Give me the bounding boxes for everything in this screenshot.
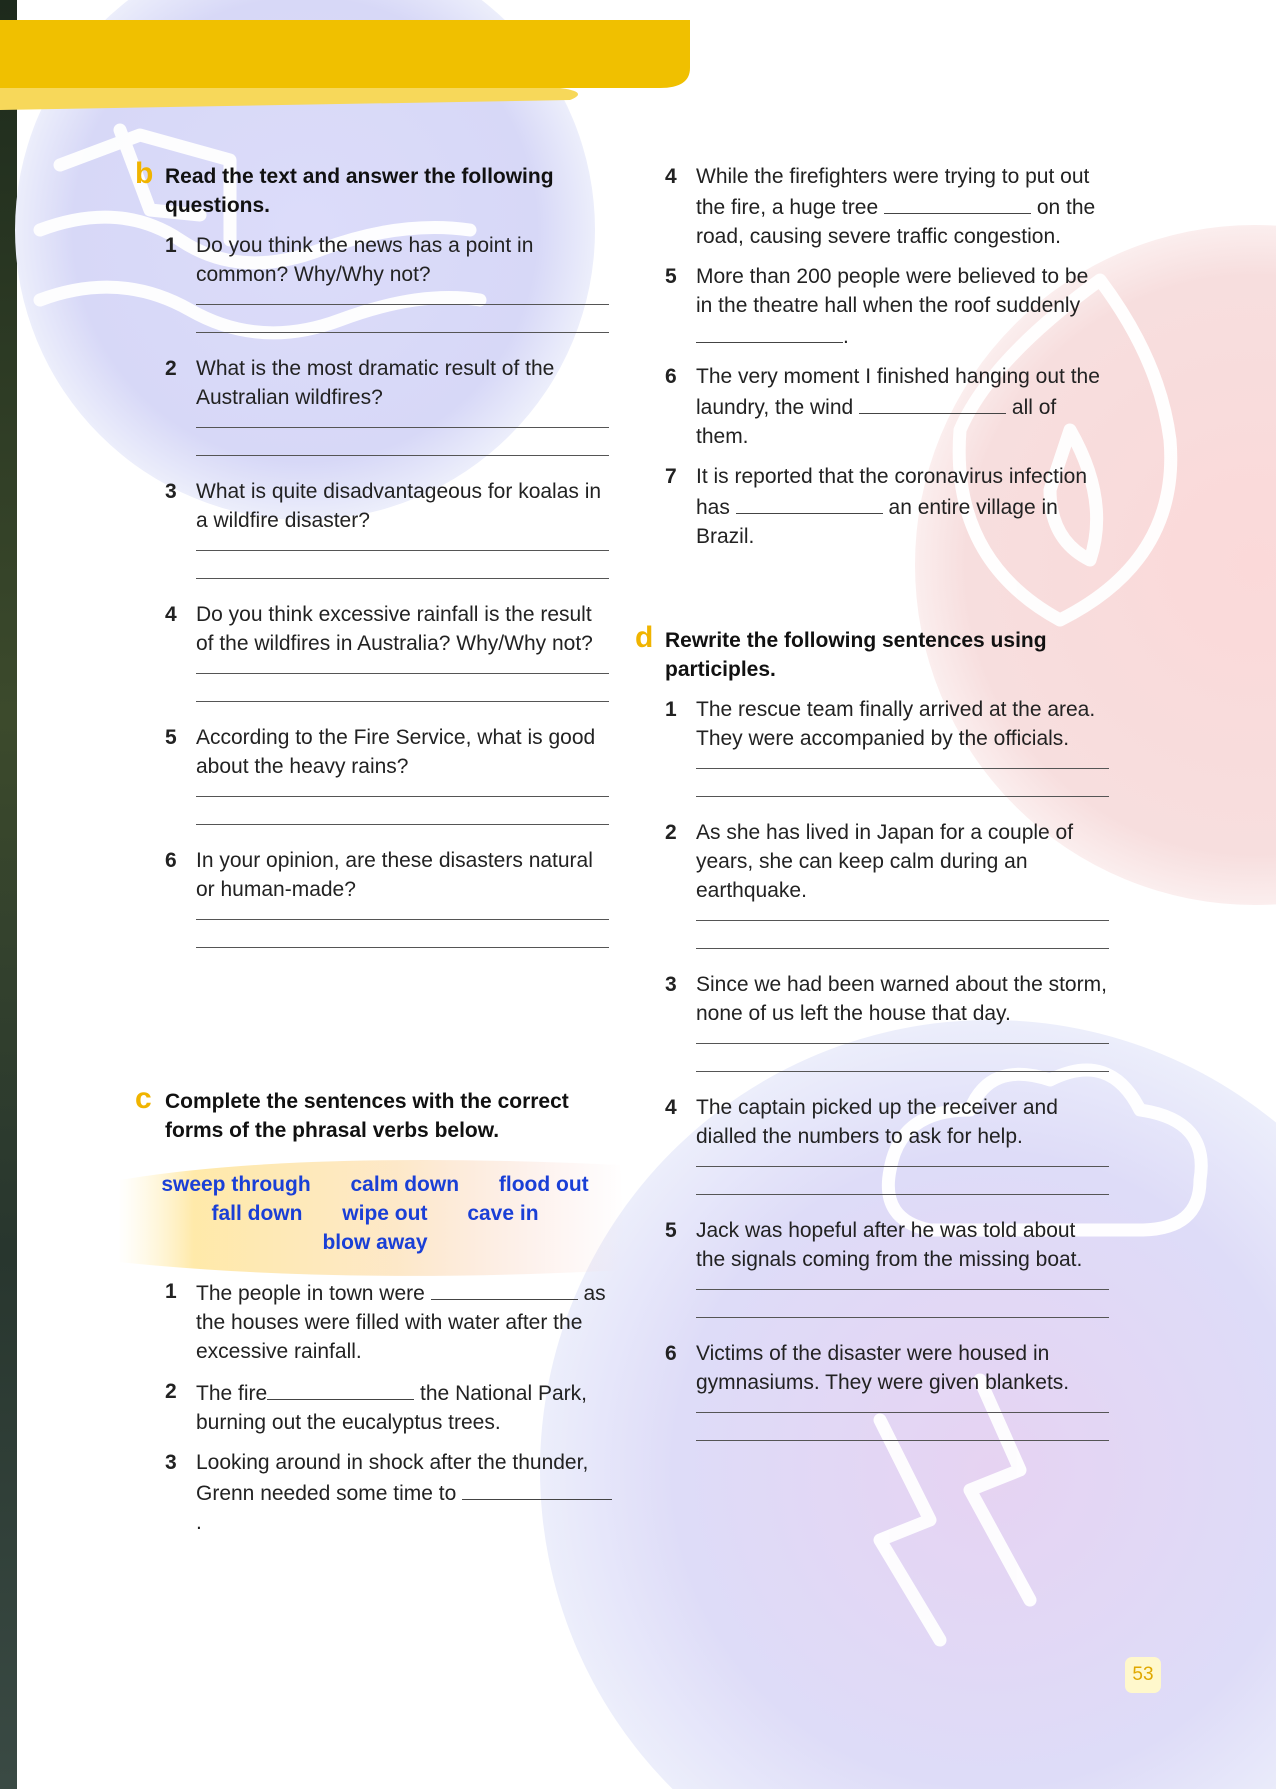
question-number: 1	[665, 698, 677, 721]
section-letter: d	[635, 621, 654, 654]
question-text: Victims of the disaster were housed in gymnasiums. They were given blankets.	[696, 1342, 1070, 1394]
section-letter: c	[135, 1082, 152, 1115]
fill-in-blank[interactable]	[267, 1377, 414, 1400]
section-instruction: Complete the sentences with the correct forms of the phrasal verbs below.	[165, 1090, 569, 1142]
answer-line[interactable]	[196, 919, 609, 920]
sentence-start: The people in town were	[196, 1282, 425, 1305]
question-number: 1	[165, 234, 177, 257]
section-c	[135, 1082, 615, 1537]
sentence-end: .	[843, 325, 849, 348]
fill-in-item	[635, 462, 1110, 551]
answer-line[interactable]	[696, 1194, 1109, 1195]
verb-option: fall down	[211, 1202, 303, 1225]
question-number: 6	[665, 365, 677, 388]
answer-line[interactable]	[196, 332, 609, 333]
rewrite-item	[635, 970, 1110, 1028]
sentence-start: The very moment I finished hanging out the laundry, the wind	[696, 365, 1100, 419]
sentence-start: More than 200 people were believed to be in the theatre hall when the roof suddenly	[696, 265, 1089, 317]
question-number: 2	[165, 1380, 177, 1403]
fill-in-blank[interactable]	[431, 1277, 578, 1300]
verb-option: calm down	[350, 1173, 460, 1196]
verb-option: sweep through	[161, 1173, 311, 1196]
rewrite-item	[635, 1216, 1110, 1274]
question-number: 5	[165, 726, 177, 749]
verb-option: blow away	[322, 1231, 428, 1254]
answer-line[interactable]	[196, 427, 609, 428]
sentence-start: It is reported that the coronavirus infection has	[696, 465, 1088, 519]
question-number: 5	[665, 1219, 677, 1242]
fill-in-item	[135, 1377, 615, 1437]
answer-line[interactable]	[196, 304, 609, 305]
question-number: 4	[665, 165, 677, 188]
question-number: 3	[165, 480, 177, 503]
answer-line[interactable]	[196, 796, 609, 797]
question-item	[135, 600, 615, 658]
answer-line[interactable]	[196, 824, 609, 825]
rewrite-item	[635, 695, 1110, 753]
section-instruction: Rewrite the following sentences using participles.	[665, 629, 1047, 681]
answer-line[interactable]	[696, 1289, 1109, 1290]
rewrite-item	[635, 1093, 1110, 1151]
question-text: The captain picked up the receiver and dialled the numbers to ask for help.	[696, 1096, 1058, 1148]
question-text: Do you think the news has a point in common? Why/Why not?	[196, 234, 534, 286]
question-item	[135, 231, 615, 289]
question-text: In your opinion, are these disasters natural or human-made?	[196, 849, 593, 901]
answer-line[interactable]	[196, 701, 609, 702]
answer-line[interactable]	[196, 455, 609, 456]
fill-in-blank[interactable]	[696, 320, 843, 343]
question-text: What is quite disadvantageous for koalas in a wildfire disaster?	[196, 480, 602, 532]
question-number: 1	[165, 1280, 177, 1303]
verb-option: cave in	[467, 1202, 539, 1225]
question-text: As she has lived in Japan for a couple of years, she can keep calm during an earthquake.	[696, 821, 1074, 902]
fill-in-blank[interactable]	[462, 1477, 612, 1500]
question-number: 3	[165, 1451, 177, 1474]
page-number: 53	[1125, 1657, 1161, 1693]
sentence-start: While the firefighters were trying to put out the fire, a huge tree	[696, 165, 1090, 219]
section-letter: b	[135, 157, 154, 190]
question-number: 5	[665, 265, 677, 288]
fill-in-item	[635, 262, 1110, 351]
sentence-end: all of them.	[696, 396, 1057, 448]
question-text: Jack was hopeful after he was told about the signals coming from the missing boat.	[696, 1219, 1083, 1271]
question-number: 7	[665, 465, 677, 488]
answer-line[interactable]	[196, 550, 609, 551]
question-item	[135, 477, 615, 535]
question-item	[135, 354, 615, 412]
rewrite-item	[635, 1339, 1110, 1397]
answer-line[interactable]	[696, 948, 1109, 949]
answer-line[interactable]	[696, 796, 1109, 797]
sentence-end: an entire village in Brazil.	[696, 496, 1058, 548]
answer-line[interactable]	[196, 578, 609, 579]
question-item	[135, 723, 615, 781]
section-b-heading	[135, 157, 615, 220]
section-d-heading	[635, 621, 1110, 684]
answer-line[interactable]	[696, 1440, 1109, 1441]
fill-in-item	[135, 1277, 615, 1366]
sentence-end: .	[196, 1511, 202, 1534]
answer-line[interactable]	[696, 1412, 1109, 1413]
question-number: 4	[165, 603, 177, 626]
question-item	[135, 846, 615, 904]
question-number: 2	[665, 821, 677, 844]
phrasal-verb-box	[135, 1160, 615, 1267]
answer-line[interactable]	[696, 768, 1109, 769]
answer-line[interactable]	[696, 1166, 1109, 1167]
question-number: 2	[165, 357, 177, 380]
fill-in-item	[635, 162, 1110, 251]
question-number: 6	[165, 849, 177, 872]
question-number: 4	[665, 1096, 677, 1119]
question-number: 3	[665, 973, 677, 996]
question-number: 6	[665, 1342, 677, 1365]
question-text: Since we had been warned about the storm, none of us left the house that day.	[696, 973, 1107, 1025]
sentence-end: as the houses were filled with water after the excessive rainfall.	[196, 1282, 606, 1363]
fill-in-blank[interactable]	[859, 391, 1006, 414]
verb-option: wipe out	[342, 1202, 428, 1225]
sentence-end: the National Park, burning out the eucalyptus trees.	[196, 1382, 587, 1434]
question-text: What is the most dramatic result of the Australian wildfires?	[196, 357, 555, 409]
sentence-end: on the road, causing severe traffic congestion.	[696, 196, 1096, 248]
question-text: Do you think excessive rainfall is the result of the wildfires in Australia? Why/Why not?	[196, 603, 593, 655]
section-b	[135, 157, 615, 948]
fill-in-item	[635, 362, 1110, 451]
answer-line[interactable]	[696, 920, 1109, 921]
answer-line[interactable]	[696, 1071, 1109, 1072]
fill-in-blank[interactable]	[736, 491, 883, 514]
fill-in-blank[interactable]	[884, 191, 1031, 214]
answer-line[interactable]	[196, 673, 609, 674]
sentence-start: Looking around in shock after the thunder, Grenn needed some time to	[196, 1451, 589, 1505]
fill-in-item	[135, 1448, 615, 1537]
answer-line[interactable]	[196, 947, 609, 948]
section-c-continued	[635, 162, 1110, 551]
answer-line[interactable]	[696, 1043, 1109, 1044]
verb-option: flood out	[498, 1173, 589, 1196]
section-c-heading	[135, 1082, 615, 1145]
section-instruction: Read the text and answer the following questions.	[165, 165, 554, 217]
section-d	[635, 621, 1110, 1441]
question-text: According to the Fire Service, what is good about the heavy rains?	[196, 726, 596, 778]
sentence-start: The fire	[196, 1382, 268, 1405]
answer-line[interactable]	[696, 1317, 1109, 1318]
rewrite-item	[635, 818, 1110, 905]
question-text: The rescue team finally arrived at the area. They were accompanied by the officials.	[696, 698, 1096, 750]
